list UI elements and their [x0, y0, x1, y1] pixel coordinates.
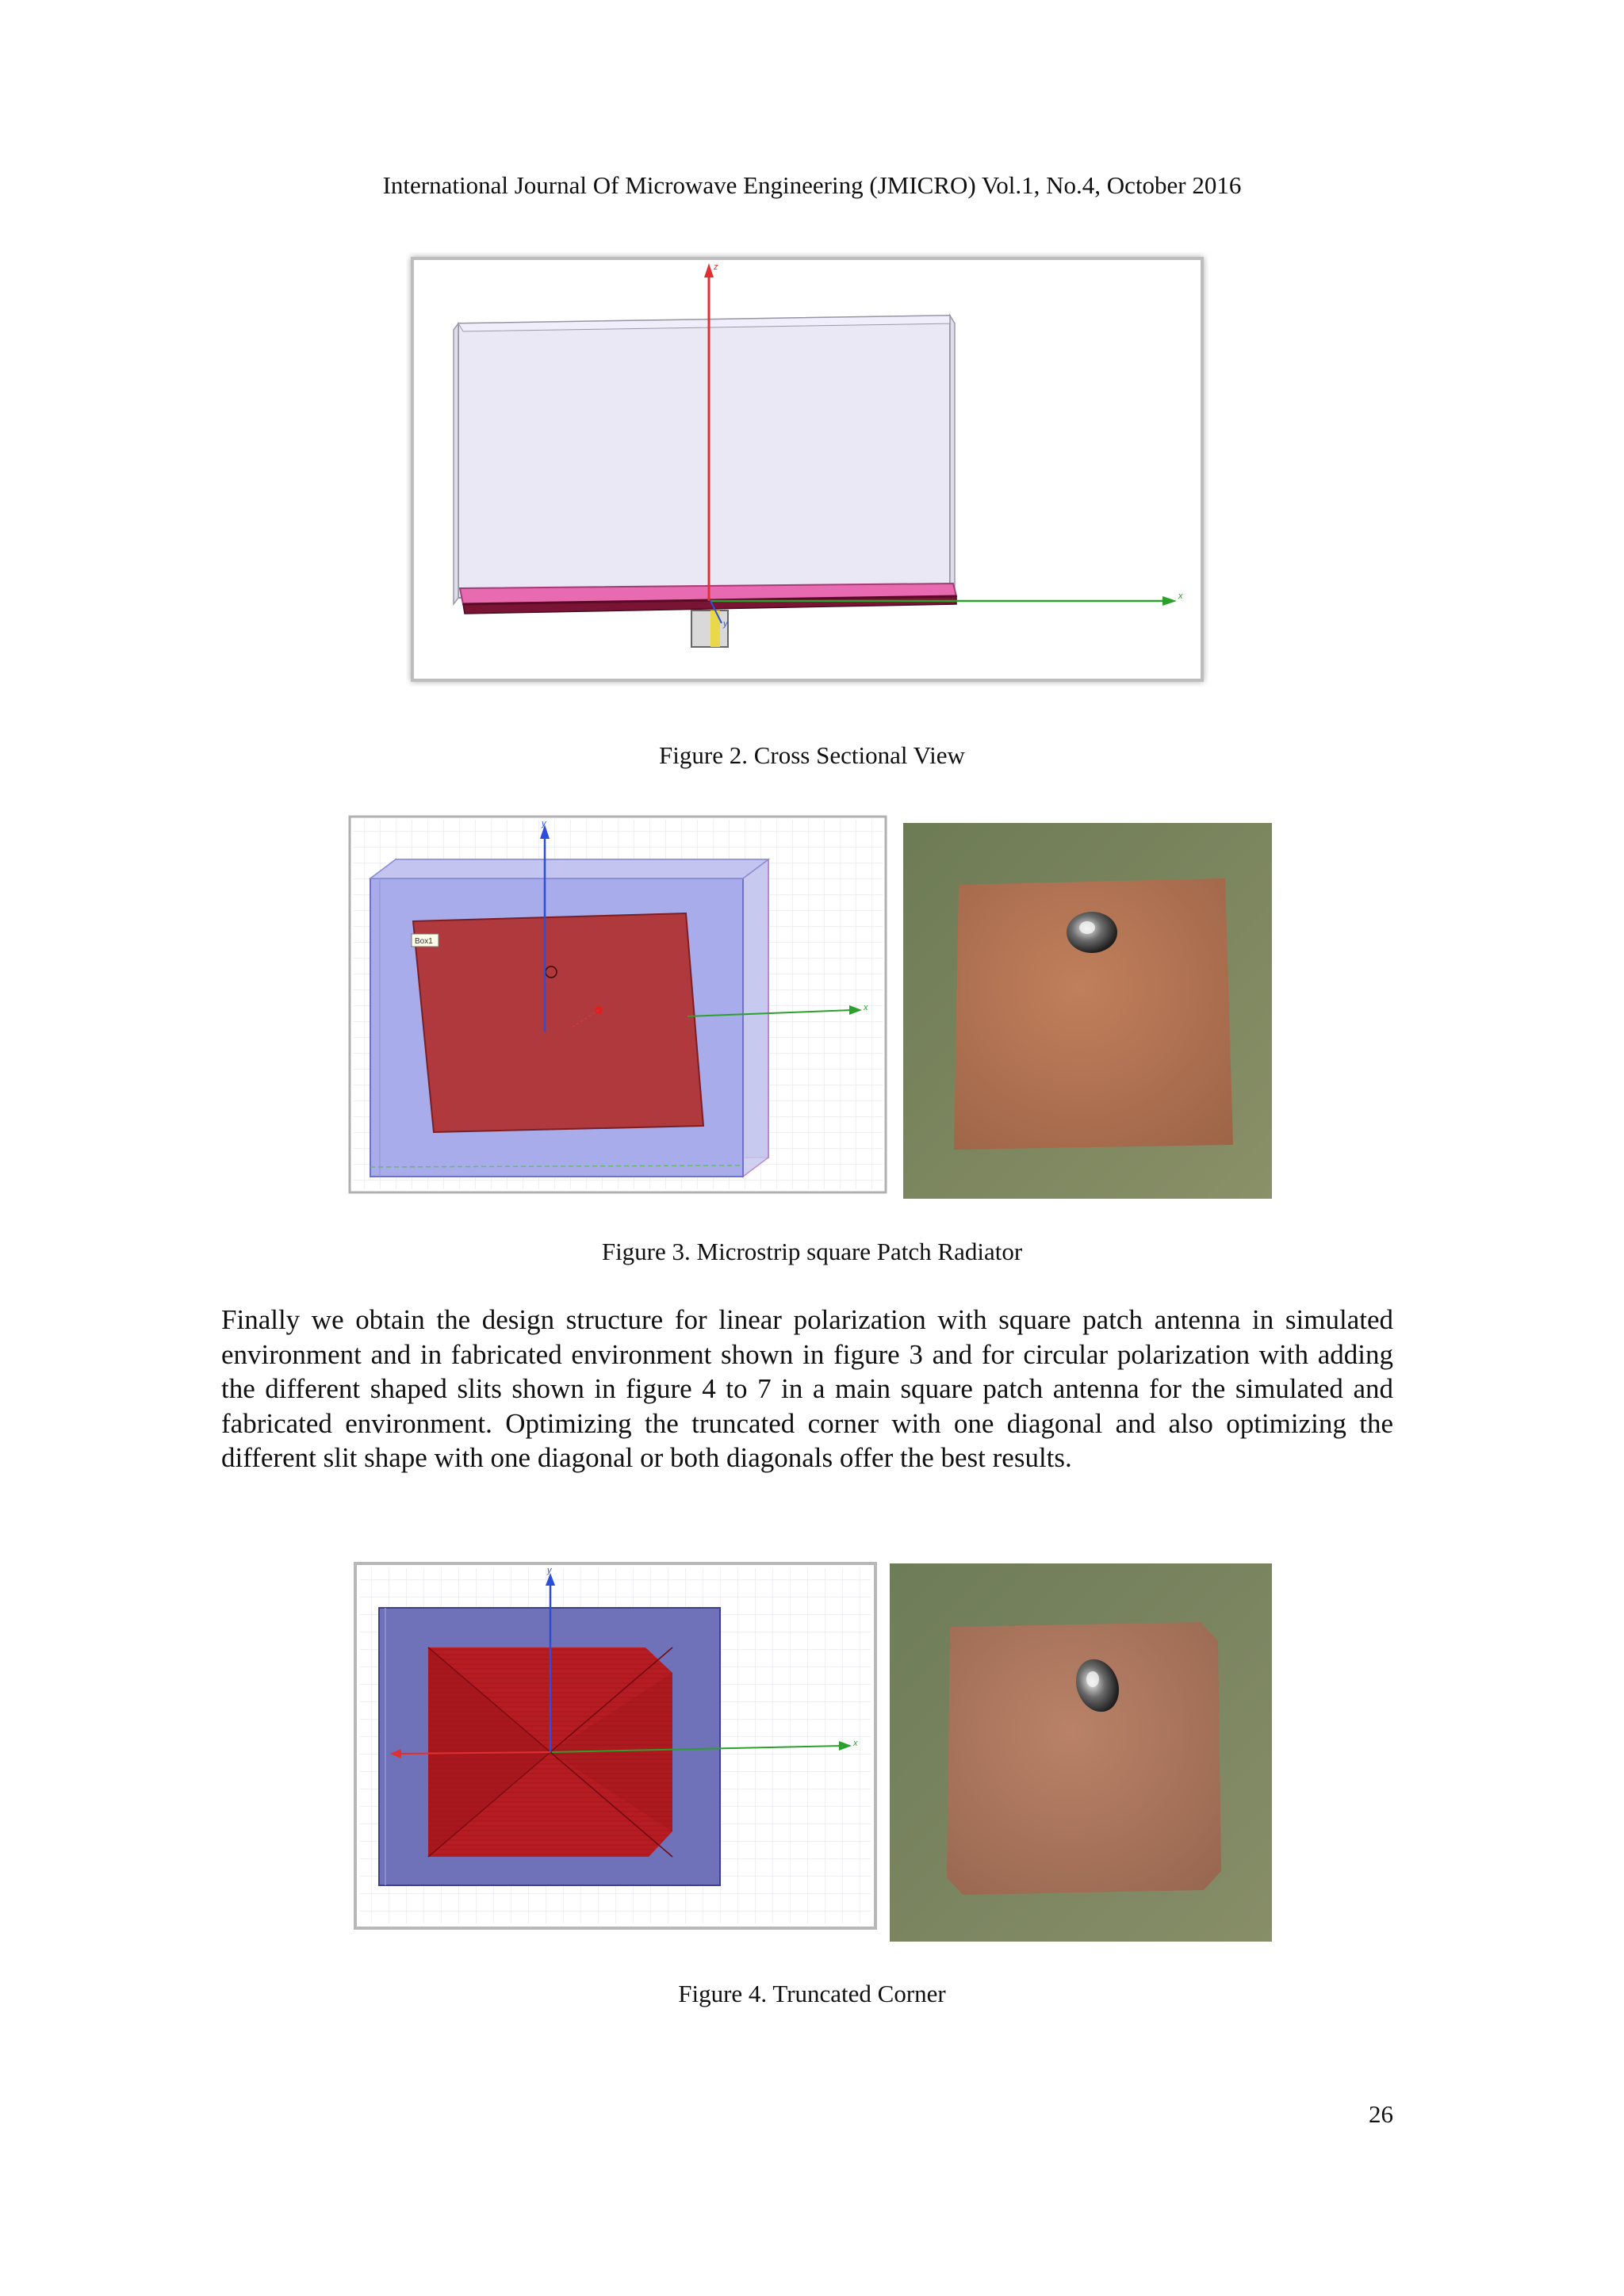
body-paragraph: Finally we obtain the design structure for linear polarization with square patch antenna in simulated environment and in fabricated environment shown in figure 3 and for circular polarization with adding the different shaped slits shown in figure 4 to 7 in a main square patch antenna for the simulated and fabricated environment. Optimizing the truncated corner with one diagonal and also optimizing the different slit shape with one diagonal or both diagonals offer the best results. — [221, 1304, 1393, 1474]
figure-2-caption: Figure 2. Cross Sectional View — [659, 741, 965, 769]
figure-3-caption: Figure 3. Microstrip square Patch Radiator — [601, 1238, 1023, 1265]
z-axis-label: z — [714, 262, 718, 272]
y-axis-label: y — [547, 1566, 552, 1575]
figure-2-cross-section-image — [406, 252, 1208, 687]
figure-3-simulated-model-image — [348, 815, 887, 1194]
box1-tag: Box1 — [415, 937, 433, 946]
x-axis-label: x — [1178, 591, 1183, 601]
figure-3-fabricated-photo — [903, 823, 1272, 1199]
running-header: International Journal Of Microwave Engineering (JMICRO) Vol.1, No.4, October 2016 — [382, 171, 1242, 199]
x-axis-label: x — [864, 1003, 868, 1012]
figure-4-simulated-model-image — [354, 1562, 877, 1930]
page-number: 26 — [1369, 2100, 1393, 2128]
y-axis-label: y — [723, 619, 728, 629]
figure-4-fabricated-photo — [890, 1563, 1272, 1942]
y-axis-label: y — [542, 819, 546, 828]
x-axis-label: x — [853, 1739, 858, 1748]
figure-4-caption: Figure 4. Truncated Corner — [678, 1980, 946, 2007]
